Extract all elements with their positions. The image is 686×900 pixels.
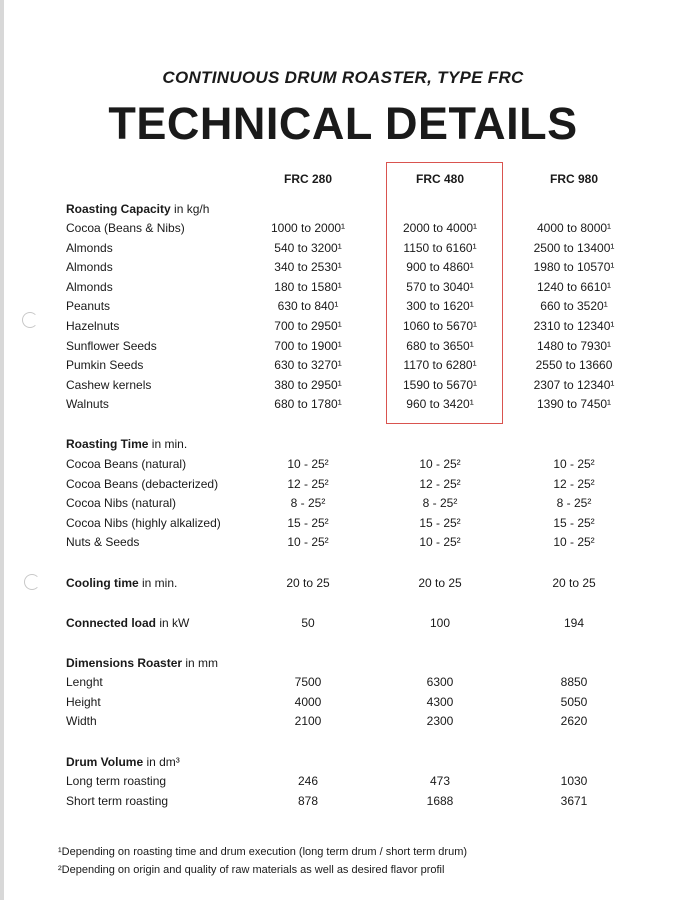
- cell-frc280: 630 to 840¹: [277, 299, 339, 314]
- cell-frc980: 2310 to 12340¹: [533, 319, 615, 333]
- cell-frc480: 4300: [426, 694, 454, 709]
- cell-frc980: 20 to 25: [552, 576, 596, 590]
- cell-frc280: 50: [301, 616, 315, 630]
- cell-frc280: 12 - 25²: [287, 476, 329, 491]
- table-row: [0, 397, 686, 415]
- cell-frc480: 1060 to 5670¹: [402, 319, 478, 333]
- cell-frc980: 8 - 25²: [556, 496, 592, 510]
- table-row: [0, 280, 686, 298]
- row-label: Sunflower Seeds: [66, 338, 157, 353]
- table-row: [0, 457, 686, 475]
- cell-frc280: 2100: [294, 714, 322, 728]
- cell-frc980: 194: [563, 616, 585, 630]
- cell-frc480: 2000 to 4000¹: [402, 221, 478, 235]
- cell-frc980: 15 - 25²: [553, 515, 595, 530]
- cell-frc980: 4000 to 8000¹: [536, 221, 612, 235]
- cell-frc480: 1590 to 5670¹: [402, 377, 478, 392]
- cell-frc980: 10 - 25²: [553, 457, 595, 471]
- cell-frc480: 300 to 1620¹: [406, 299, 474, 314]
- column-header-frc980: FRC 980: [549, 172, 599, 186]
- cell-frc480: 2300: [426, 714, 454, 728]
- cell-frc980: 2550 to 13660: [535, 358, 613, 373]
- table-row: [0, 675, 686, 693]
- table-row: [0, 319, 686, 337]
- cell-frc480: 12 - 25²: [419, 476, 461, 491]
- document-title: TECHNICAL DETAILS: [108, 98, 578, 149]
- table-row: [0, 299, 686, 317]
- table-row: [0, 496, 686, 514]
- footnote-2: ²Depending on origin and quality of raw materials as well as desired flavor profil: [58, 864, 445, 876]
- row-label: Almonds: [66, 240, 113, 255]
- cell-frc480: 680 to 3650¹: [406, 338, 474, 353]
- row-label: Short term roasting: [66, 793, 169, 808]
- cell-frc480: 15 - 25²: [419, 515, 461, 530]
- cell-frc980: 1240 to 6610¹: [536, 279, 612, 294]
- cell-frc980: 660 to 3520¹: [540, 299, 608, 314]
- row-label: Cocoa Nibs (natural): [66, 496, 177, 510]
- cell-frc280: 630 to 3270¹: [274, 358, 342, 373]
- table-row: [0, 241, 686, 259]
- cell-frc480: 1688: [426, 793, 454, 808]
- table-row: [0, 358, 686, 376]
- table-row: [0, 695, 686, 713]
- cell-frc980: 2500 to 13400¹: [533, 240, 615, 255]
- document-subtitle: CONTINUOUS DRUM ROASTER, TYPE FRC: [162, 68, 524, 87]
- cell-frc480: 473: [429, 774, 451, 788]
- table-row: [0, 535, 686, 553]
- row-label: Nuts & Seeds: [66, 535, 140, 549]
- row-label: Almonds: [66, 260, 113, 275]
- cell-frc980: 12 - 25²: [553, 476, 595, 491]
- row-label: Width: [66, 714, 97, 728]
- row-label: Hazelnuts: [66, 319, 120, 333]
- cell-frc980: 5050: [560, 694, 588, 709]
- cell-frc980: 1980 to 10570¹: [533, 260, 615, 275]
- cell-frc280: 700 to 1900¹: [274, 338, 342, 353]
- cell-frc280: 380 to 2950¹: [274, 377, 342, 392]
- cell-frc480: 6300: [426, 675, 454, 689]
- table-row: [0, 516, 686, 534]
- cell-frc480: 10 - 25²: [419, 535, 461, 549]
- cell-frc980: 1480 to 7930¹: [536, 338, 612, 353]
- cell-frc980: 2307 to 12340¹: [533, 377, 615, 392]
- cell-frc980: 1390 to 7450¹: [536, 397, 612, 412]
- row-label: Pumkin Seeds: [66, 358, 144, 373]
- cell-frc980: 8850: [560, 675, 588, 689]
- cell-frc280: 15 - 25²: [287, 515, 329, 530]
- cell-frc280: 700 to 2950¹: [274, 319, 342, 333]
- connected-load-row: [0, 616, 686, 634]
- table-row: [0, 774, 686, 792]
- cell-frc980: 3671: [560, 793, 588, 808]
- cell-frc280: 4000: [294, 694, 322, 709]
- row-label: Cocoa Nibs (highly alkalized): [66, 515, 221, 530]
- row-label: Cooling time in min.: [66, 576, 178, 590]
- cell-frc280: 680 to 1780¹: [274, 397, 342, 412]
- cell-frc980: 10 - 25²: [553, 535, 595, 549]
- cell-frc280: 540 to 3200¹: [274, 240, 342, 255]
- row-label: Cocoa Beans (natural): [66, 457, 187, 471]
- column-header-frc480: FRC 480: [415, 172, 465, 186]
- table-row: [0, 714, 686, 732]
- table-row: [0, 221, 686, 239]
- row-label: Cocoa Beans (debacterized): [66, 476, 219, 491]
- cell-frc480: 10 - 25²: [419, 457, 461, 471]
- cell-frc280: 8 - 25²: [290, 496, 326, 510]
- cell-frc480: 960 to 3420¹: [406, 397, 474, 412]
- cell-frc480: 1150 to 6160¹: [403, 240, 477, 255]
- cell-frc980: 2620: [560, 714, 588, 728]
- row-label: Long term roasting: [66, 774, 167, 788]
- cell-frc280: 7500: [294, 675, 322, 689]
- table-row: [0, 477, 686, 495]
- cell-frc480: 20 to 25: [418, 576, 462, 590]
- cell-frc480: 900 to 4860¹: [406, 260, 474, 275]
- row-label: Connected load in kW: [66, 616, 190, 630]
- cell-frc280: 1000 to 2000¹: [270, 221, 346, 235]
- cell-frc480: 8 - 25²: [422, 496, 458, 510]
- section-heading-dimensions: Dimensions Roaster in mm: [66, 656, 219, 670]
- cell-frc280: 246: [297, 774, 319, 788]
- cell-frc280: 340 to 2530¹: [274, 260, 342, 275]
- row-label: Lenght: [66, 675, 103, 689]
- column-header-frc280: FRC 280: [283, 172, 333, 186]
- section-heading-roasting-time: Roasting Time in min.: [66, 437, 188, 451]
- table-row: [0, 339, 686, 357]
- cell-frc280: 20 to 25: [286, 576, 330, 590]
- row-label: Cashew kernels: [66, 377, 152, 392]
- cell-frc280: 878: [297, 793, 319, 808]
- cell-frc280: 10 - 25²: [287, 535, 329, 549]
- cell-frc480: 570 to 3040¹: [406, 279, 474, 294]
- table-row: [0, 378, 686, 396]
- cooling-time-row: [0, 576, 686, 594]
- table-row: [0, 794, 686, 812]
- cell-frc480: 100: [429, 616, 451, 630]
- cell-frc280: 10 - 25²: [287, 457, 329, 471]
- row-label: Peanuts: [66, 299, 111, 314]
- row-label: Almonds: [66, 279, 113, 294]
- cell-frc980: 1030: [560, 774, 588, 788]
- section-heading-roasting-capacity: Roasting Capacity in kg/h: [66, 202, 210, 216]
- row-label: Height: [66, 694, 101, 709]
- cell-frc280: 180 to 1580¹: [274, 279, 342, 294]
- row-label: Cocoa (Beans & Nibs): [66, 221, 185, 235]
- row-label: Walnuts: [66, 397, 109, 412]
- footnote-1: ¹Depending on roasting time and drum execution (long term drum / short term drum): [58, 846, 468, 858]
- section-heading-drum-volume: Drum Volume in dm³: [66, 755, 180, 769]
- cell-frc480: 1170 to 6280¹: [403, 358, 477, 373]
- table-row: [0, 260, 686, 278]
